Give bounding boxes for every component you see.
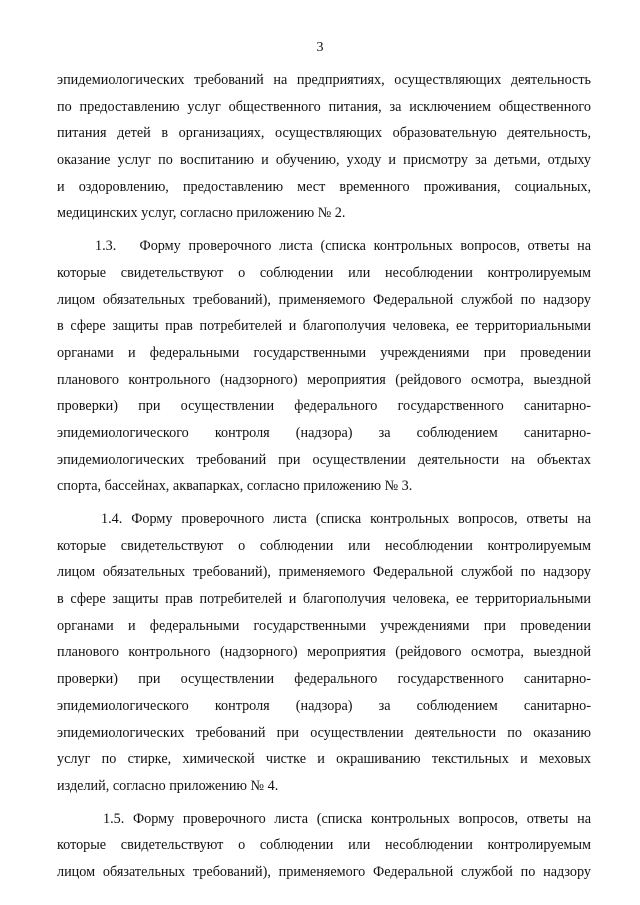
- text-line: эпидемиологического контроля (надзора) за соблюдением санитарно-: [57, 424, 591, 441]
- text-line: эпидемиологических требований на предприятиях, осуществляющих деятельность: [57, 72, 591, 88]
- text-line: органами и федеральными государственными учреждениями при проведении: [57, 344, 591, 361]
- text-line: проверки) при осуществлении федерального государственного санитарно-: [57, 671, 591, 688]
- text-line: в сфере защиты прав потребителей и благополучия человека, ее территориальными: [57, 591, 591, 608]
- text-line: и оздоровлению, предоставлению мест временного проживания, социальных,: [57, 178, 591, 195]
- text-line: 1.5. Форму проверочного листа (списка контрольных вопросов, ответы на: [103, 810, 591, 827]
- text-line: проверки) при осуществлении федерального государственного санитарно-: [57, 398, 591, 415]
- text-line: эпидемиологических требований при осуществлении деятельности по оказанию: [57, 724, 591, 741]
- text-line: услуг по стирке, химической чистке и окрашиванию текстильных и меховых: [57, 751, 591, 768]
- text-line: которые свидетельствуют о соблюдении или несоблюдении контролируемым: [57, 264, 591, 281]
- text-line: медицинских услуг, согласно приложению № 2.: [57, 205, 346, 222]
- paragraph-1-4: [57, 506, 591, 800]
- text-line: лицом обязательных требований), применяемого Федеральной службой по надзору: [57, 291, 591, 308]
- text-line: органами и федеральными государственными учреждениями при проведении: [57, 617, 591, 634]
- text-line: в сфере защиты прав потребителей и благополучия человека, ее территориальными: [57, 318, 591, 335]
- paragraph-intro: [57, 67, 591, 227]
- text-line: которые свидетельствуют о соблюдении или несоблюдении контролируемым: [57, 837, 591, 854]
- text-line: лицом обязательных требований), применяемого Федеральной службой по надзору: [57, 863, 591, 880]
- paragraph-1-3: [57, 233, 591, 500]
- text-line: лицом обязательных требований), применяемого Федеральной службой по надзору: [57, 564, 591, 581]
- page-number: 3: [316, 40, 324, 55]
- text-line: эпидемиологического контроля (надзора) за соблюдением санитарно-: [57, 697, 591, 714]
- text-line: которые свидетельствуют о соблюдении или несоблюдении контролируемым: [57, 537, 591, 554]
- text-line: питания детей в организациях, осуществляющих образовательную деятельность,: [57, 125, 591, 142]
- text-line: 1.3. Форму проверочного листа (списка контрольных вопросов, ответы на: [95, 238, 591, 255]
- text-line: оказание услуг по воспитанию и обучению, уходу и присмотру за детьми, отдыху: [57, 152, 591, 169]
- text-line: эпидемиологических требований при осуществлении деятельности на объектах: [57, 451, 591, 468]
- text-line: спорта, бассейнах, аквапарках, согласно приложению № 3.: [57, 478, 413, 495]
- text-line: изделий, согласно приложению № 4.: [57, 777, 279, 794]
- paragraph-1-5: [57, 806, 591, 886]
- text-line: 1.4. Форму проверочного листа (списка контрольных вопросов, ответы на: [101, 511, 591, 527]
- text-line: планового контрольного (надзорного) мероприятия (рейдового осмотра, выездной: [57, 644, 591, 661]
- text-line: по предоставлению услуг общественного питания, за исключением общественного: [57, 98, 591, 115]
- document-body: [57, 67, 591, 886]
- text-line: планового контрольного (надзорного) мероприятия (рейдового осмотра, выездной: [57, 371, 591, 388]
